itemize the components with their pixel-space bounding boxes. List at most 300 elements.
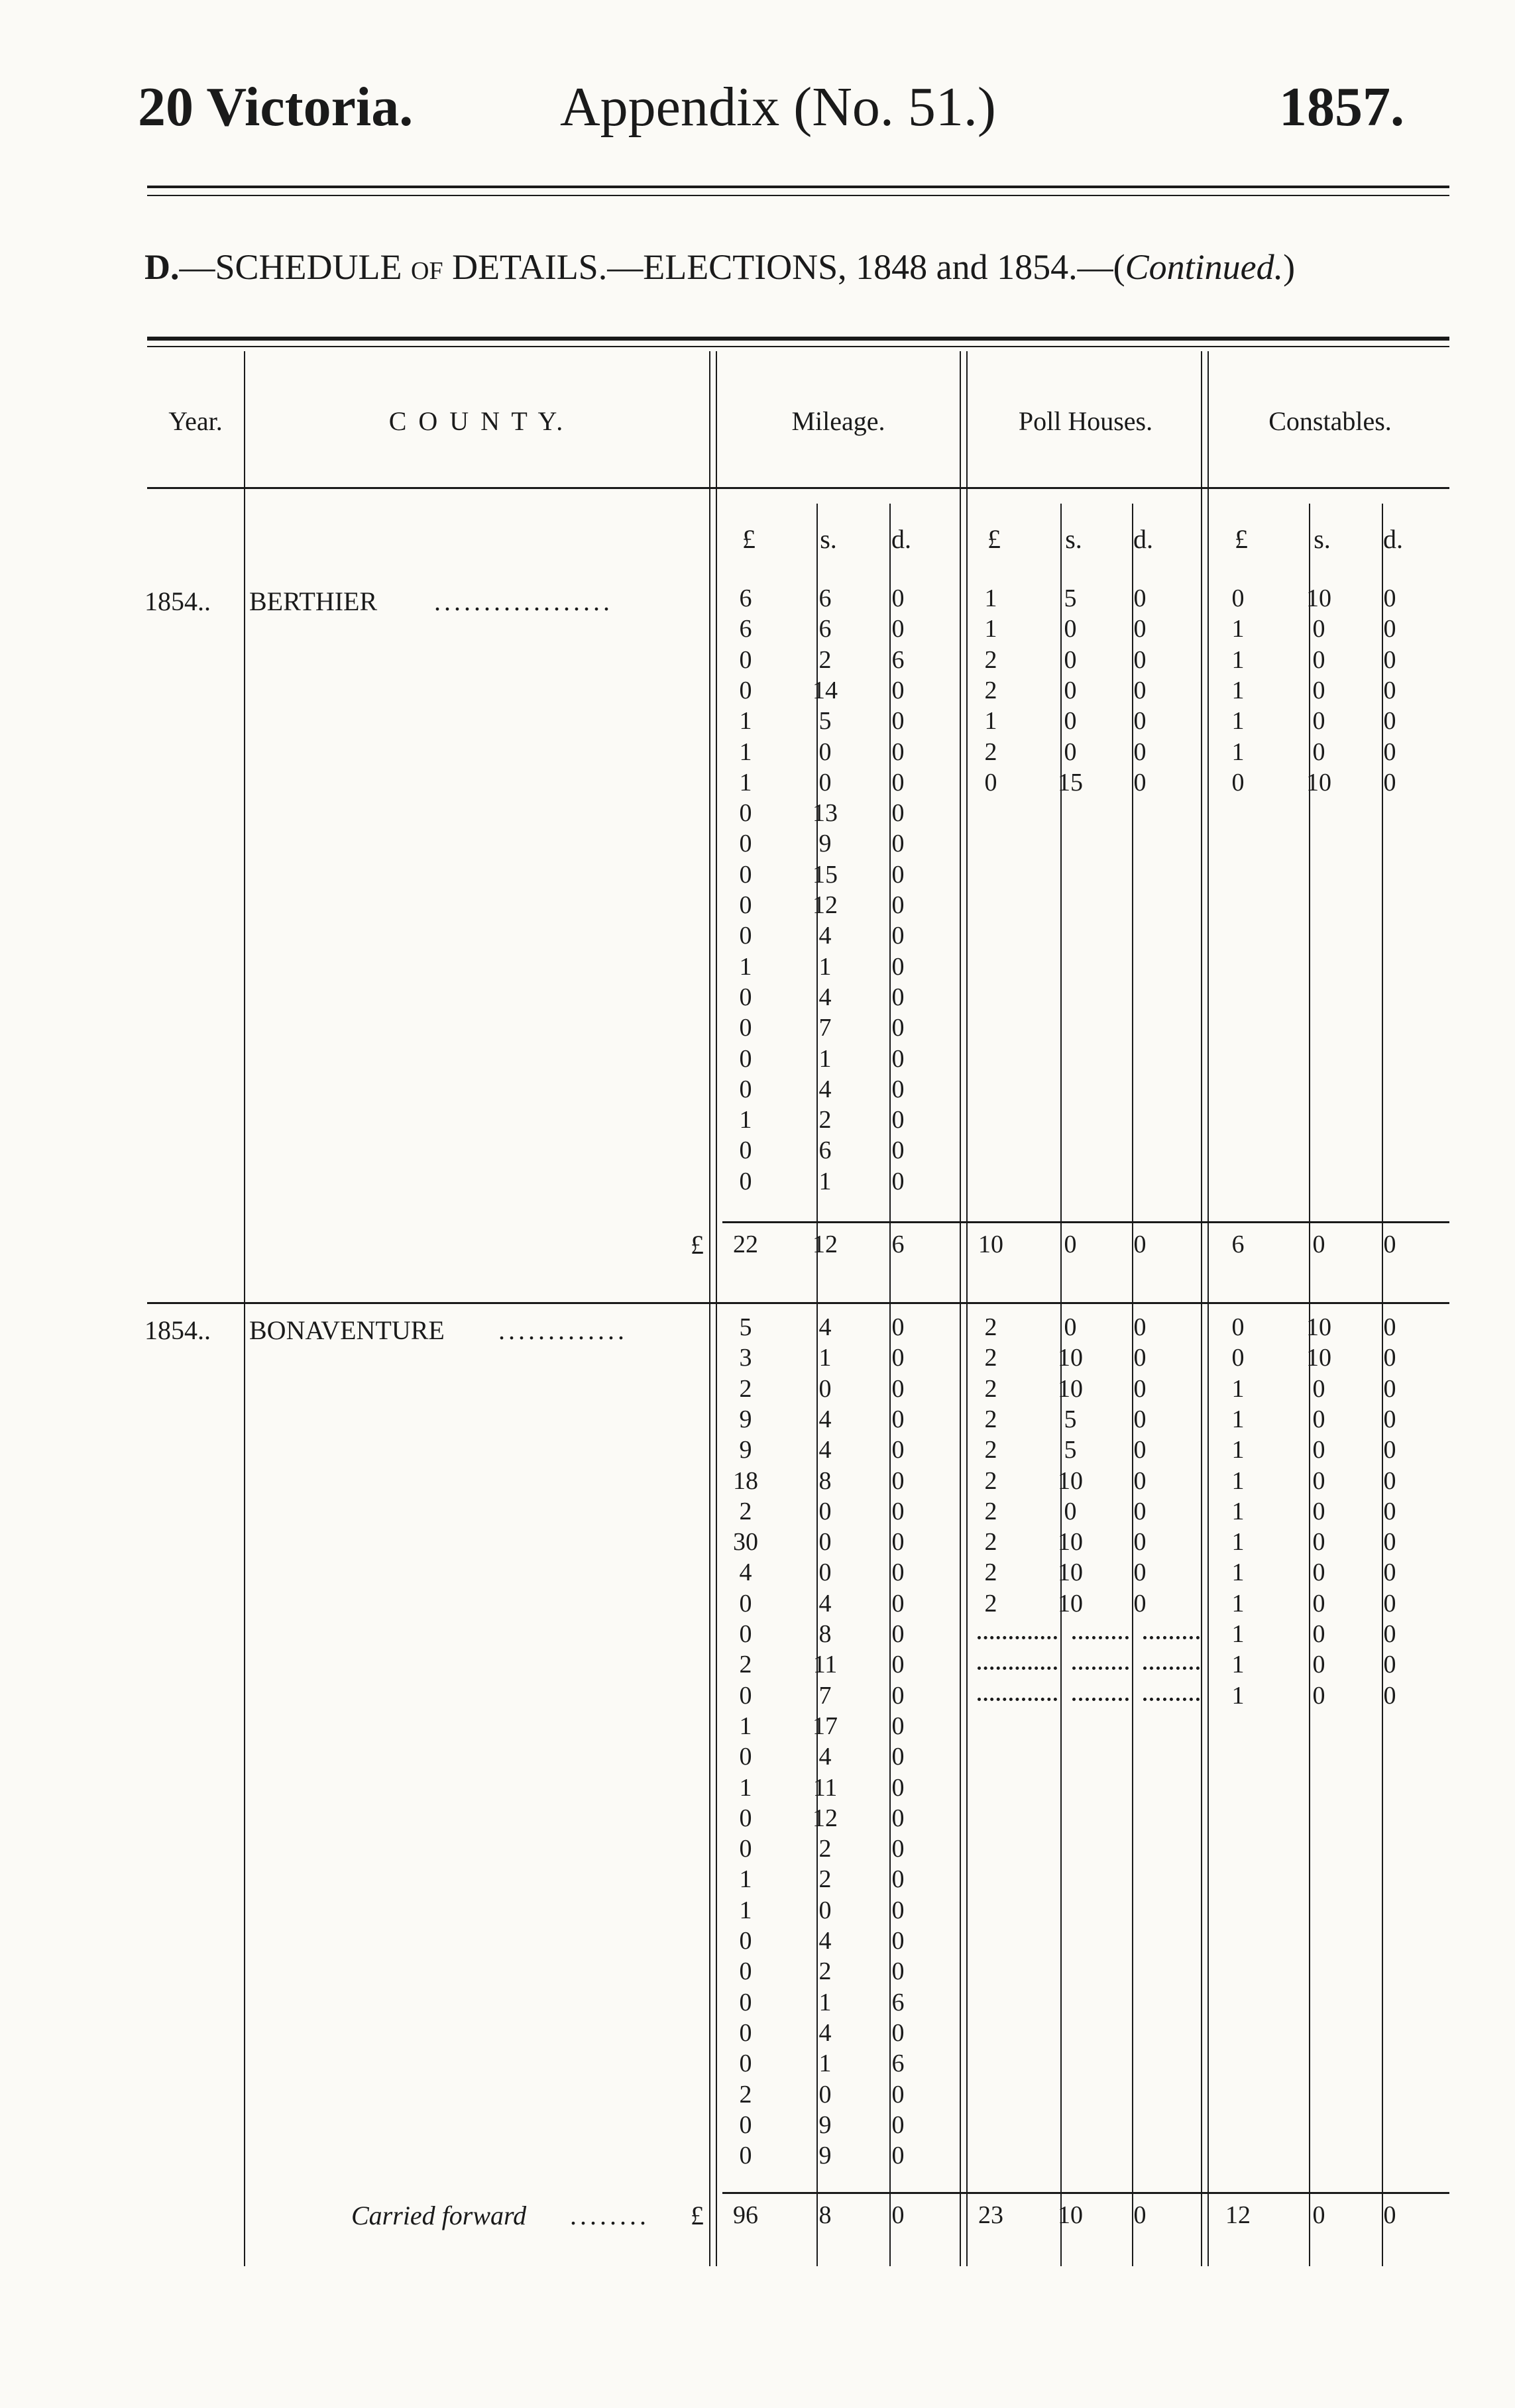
- cell-mileage: 15: [813, 860, 838, 889]
- cell-mileage: 1: [739, 707, 752, 736]
- cell-constables: 10: [1306, 584, 1331, 612]
- cell-mileage: 2: [739, 1497, 752, 1525]
- total-poll: 0: [1133, 1231, 1147, 1258]
- cell-mileage: 4: [818, 1075, 832, 1103]
- cell-constables: 0: [1312, 1620, 1325, 1648]
- cell-constables: 0: [1312, 738, 1325, 766]
- cell-poll: 0: [1133, 768, 1147, 796]
- cell-mileage: 0: [891, 1466, 905, 1495]
- cell-mileage: 6: [739, 615, 752, 643]
- total-mileage: 96: [733, 2201, 758, 2229]
- cell-poll: 0: [1133, 584, 1147, 612]
- cell-constables: 1: [1231, 1528, 1245, 1557]
- cell-constables: 1: [1231, 1559, 1245, 1587]
- schedule-title-of: OF: [411, 257, 443, 285]
- cell-mileage: 0: [739, 830, 752, 858]
- cell-mileage: 0: [891, 860, 905, 889]
- cell-mileage: 2: [739, 1651, 752, 1679]
- cell-mileage: 0: [739, 860, 752, 889]
- cell-constables: 0: [1383, 1374, 1396, 1403]
- cell-poll: 1: [984, 707, 997, 736]
- cell-mileage: 5: [739, 1313, 752, 1341]
- cell-mileage: 1: [739, 738, 752, 766]
- cell-mileage: 1: [739, 1773, 752, 1802]
- cell-mileage: 11: [813, 1651, 838, 1679]
- cell-mileage: 0: [891, 676, 905, 704]
- cell-mileage: 2: [739, 1374, 752, 1403]
- cell-mileage: 2: [818, 1835, 832, 1863]
- cell-poll: 2: [984, 1405, 997, 1433]
- cell-poll: 5: [1064, 1405, 1077, 1433]
- blank-entry-dots: [978, 1636, 1057, 1639]
- cell-poll: 2: [984, 676, 997, 704]
- unit-constables-s: s.: [1314, 524, 1331, 554]
- cell-mileage: 0: [891, 1497, 905, 1525]
- total-poll: 10: [978, 1231, 1003, 1258]
- total-constables: 12: [1225, 2201, 1251, 2229]
- cell-mileage: 0: [891, 738, 905, 766]
- cell-mileage: 0: [818, 1528, 832, 1557]
- cell-poll: 0: [1133, 1436, 1147, 1464]
- section-county-leader: ..................: [434, 586, 613, 616]
- cell-mileage: 1: [818, 1167, 832, 1195]
- total-poll: 23: [978, 2201, 1003, 2229]
- cell-mileage: 1: [818, 2050, 832, 2078]
- cell-mileage: 0: [739, 1167, 752, 1195]
- cell-mileage: 2: [739, 2080, 752, 2108]
- cell-mileage: 0: [891, 1712, 905, 1740]
- cell-mileage: 0: [891, 1620, 905, 1648]
- cell-mileage: 2: [818, 1106, 832, 1134]
- total-mileage: 22: [733, 1231, 758, 1258]
- cell-constables: 1: [1231, 676, 1245, 704]
- cell-mileage: 11: [813, 1773, 838, 1802]
- cell-mileage: 0: [891, 983, 905, 1011]
- cell-poll: 2: [984, 645, 997, 674]
- cell-mileage: 0: [739, 1620, 752, 1648]
- header-rule-bottom: [147, 195, 1449, 196]
- cell-poll: 0: [1133, 1344, 1147, 1372]
- cell-mileage: 0: [891, 922, 905, 950]
- cell-mileage: 0: [891, 1681, 905, 1710]
- cell-mileage: 17: [813, 1712, 838, 1740]
- cell-constables: 0: [1383, 1528, 1396, 1557]
- section-county: BONAVENTURE: [249, 1315, 445, 1345]
- total-constables: 0: [1312, 1231, 1325, 1258]
- cell-mileage: 0: [891, 952, 905, 981]
- section-county: BERTHIER: [249, 586, 378, 616]
- cell-constables: 0: [1383, 1497, 1396, 1525]
- cell-constables: 0: [1383, 1344, 1396, 1372]
- total-constables: 0: [1312, 2201, 1325, 2229]
- heading-rule: [147, 487, 1449, 489]
- total-constables: 6: [1231, 1231, 1245, 1258]
- blank-entry-dots: [978, 1667, 1057, 1670]
- cell-poll: 1: [984, 584, 997, 612]
- section-county-leader: .............: [498, 1315, 628, 1345]
- cell-mileage: 0: [891, 1436, 905, 1464]
- cell-mileage: 0: [739, 676, 752, 704]
- schedule-letter: D.: [144, 247, 180, 287]
- cell-mileage: 8: [818, 1620, 832, 1648]
- cell-mileage: 0: [739, 2050, 752, 2078]
- cell-mileage: 1: [739, 1712, 752, 1740]
- col-year: Year.: [168, 406, 223, 436]
- cell-poll: 0: [1133, 676, 1147, 704]
- cell-mileage: 4: [818, 1927, 832, 1955]
- cell-mileage: 0: [739, 1988, 752, 2016]
- cell-mileage: 4: [818, 1743, 832, 1771]
- blank-entry-dots: [1072, 1667, 1129, 1670]
- cell-mileage: 0: [891, 1044, 905, 1073]
- cell-constables: 0: [1383, 1589, 1396, 1617]
- cell-mileage: 4: [818, 1589, 832, 1617]
- cell-poll: 0: [1133, 1497, 1147, 1525]
- divider-county-mileage-a: [709, 351, 710, 2266]
- cell-poll: 2: [984, 1436, 997, 1464]
- cell-mileage: 1: [739, 1865, 752, 1894]
- divider-poll-constables-a: [1201, 351, 1202, 2266]
- cell-poll: 0: [1064, 738, 1077, 766]
- cell-constables: 1: [1231, 1681, 1245, 1710]
- table-rule-top: [147, 337, 1449, 341]
- total-mileage: 12: [813, 1231, 838, 1258]
- cell-mileage: 4: [818, 1313, 832, 1341]
- cell-mileage: 9: [739, 1436, 752, 1464]
- cell-mileage: 4: [739, 1559, 752, 1587]
- cell-constables: 0: [1383, 676, 1396, 704]
- totals-rule: [722, 1221, 1449, 1223]
- cell-poll: 0: [1064, 707, 1077, 736]
- blank-entry-dots: [1072, 1636, 1129, 1639]
- col-poll-houses: Poll Houses.: [1018, 406, 1153, 436]
- header-center: Appendix (No. 51.): [560, 76, 996, 138]
- cell-poll: 15: [1058, 768, 1083, 796]
- cell-mileage: 0: [891, 891, 905, 919]
- cell-constables: 1: [1231, 1620, 1245, 1648]
- cell-mileage: 0: [739, 1589, 752, 1617]
- totals-rule: [722, 2192, 1449, 2194]
- cell-mileage: 9: [739, 1405, 752, 1433]
- cell-mileage: 0: [739, 983, 752, 1011]
- cell-mileage: 2: [818, 645, 832, 674]
- cell-poll: 0: [1133, 615, 1147, 643]
- schedule-continued: Continued.: [1125, 247, 1284, 287]
- cell-mileage: 6: [818, 584, 832, 612]
- cell-mileage: 0: [891, 1835, 905, 1863]
- cell-mileage: 0: [891, 2080, 905, 2108]
- cell-mileage: 0: [739, 1927, 752, 1955]
- cell-poll: 0: [1133, 1589, 1147, 1617]
- cell-poll: 0: [1133, 1559, 1147, 1587]
- cell-mileage: 0: [891, 1374, 905, 1403]
- cell-mileage: 1: [739, 1896, 752, 1924]
- cell-constables: 10: [1306, 1313, 1331, 1341]
- cell-poll: 2: [984, 1466, 997, 1495]
- cell-constables: 0: [1383, 615, 1396, 643]
- cell-mileage: 6: [891, 2050, 905, 2078]
- cell-mileage: 0: [891, 830, 905, 858]
- cell-constables: 1: [1231, 615, 1245, 643]
- cell-poll: 2: [984, 738, 997, 766]
- cell-constables: 0: [1231, 1344, 1245, 1372]
- cell-constables: 1: [1231, 1374, 1245, 1403]
- cell-mileage: 0: [891, 1589, 905, 1617]
- cell-mileage: 0: [818, 1374, 832, 1403]
- totals-pound-mark: £: [691, 1230, 704, 1260]
- cell-mileage: 0: [891, 1957, 905, 1986]
- cell-mileage: 30: [733, 1528, 758, 1557]
- unit-constables-pound: £: [1235, 524, 1248, 554]
- cell-poll: 0: [1133, 1466, 1147, 1495]
- cell-poll: 0: [1133, 1528, 1147, 1557]
- cell-poll: 10: [1058, 1374, 1083, 1403]
- cell-mileage: 0: [891, 1651, 905, 1679]
- cell-mileage: 0: [891, 2018, 905, 2047]
- carried-forward-dots: ........: [570, 2201, 649, 2230]
- divider-year-county: [244, 351, 245, 2266]
- cell-mileage: 0: [891, 1743, 905, 1771]
- total-mileage: 8: [818, 2201, 832, 2229]
- unit-mileage-pound: £: [742, 524, 756, 554]
- cell-constables: 0: [1312, 1528, 1325, 1557]
- cell-mileage: 6: [891, 645, 905, 674]
- cell-mileage: 0: [891, 584, 905, 612]
- cell-constables: 0: [1383, 1436, 1396, 1464]
- cell-mileage: 0: [891, 1313, 905, 1341]
- col-mileage: Mileage.: [791, 406, 885, 436]
- cell-mileage: 5: [818, 707, 832, 736]
- header-right: 1857.: [1279, 76, 1404, 138]
- cell-poll: 2: [984, 1559, 997, 1587]
- cell-mileage: 0: [891, 799, 905, 828]
- cell-mileage: 9: [818, 2142, 832, 2170]
- cell-mileage: 0: [739, 799, 752, 828]
- cell-constables: 1: [1231, 1405, 1245, 1433]
- cell-mileage: 0: [818, 1559, 832, 1587]
- cell-mileage: 1: [818, 952, 832, 981]
- unit-mileage-s: s.: [820, 524, 837, 554]
- cell-mileage: 2: [818, 1865, 832, 1894]
- cell-poll: 1: [984, 615, 997, 643]
- section-year: 1854..: [144, 586, 211, 616]
- cell-mileage: 1: [818, 1344, 832, 1372]
- cell-mileage: 0: [891, 2142, 905, 2170]
- cell-mileage: 12: [813, 891, 838, 919]
- cell-mileage: 4: [818, 2018, 832, 2047]
- cell-poll: 0: [1133, 738, 1147, 766]
- cell-constables: 0: [1312, 1405, 1325, 1433]
- blank-entry-dots: [1143, 1667, 1200, 1670]
- cell-mileage: 0: [739, 1136, 752, 1165]
- cell-mileage: 0: [739, 1743, 752, 1771]
- cell-mileage: 1: [739, 1106, 752, 1134]
- col-county: C O U N T Y.: [388, 406, 566, 436]
- cell-constables: 0: [1312, 1374, 1325, 1403]
- cell-constables: 0: [1383, 1559, 1396, 1587]
- cell-mileage: 0: [818, 2080, 832, 2108]
- cell-constables: 0: [1312, 1436, 1325, 1464]
- cell-poll: 2: [984, 1497, 997, 1525]
- blank-entry-dots: [1143, 1698, 1200, 1701]
- cell-constables: 1: [1231, 738, 1245, 766]
- cell-mileage: 4: [818, 922, 832, 950]
- cell-constables: 0: [1383, 738, 1396, 766]
- cell-poll: 0: [1064, 1313, 1077, 1341]
- cell-mileage: 8: [818, 1466, 832, 1495]
- cell-mileage: 4: [818, 983, 832, 1011]
- unit-constables-d: d.: [1383, 524, 1403, 554]
- unit-poll-d: d.: [1133, 524, 1153, 554]
- section-separator: [147, 1302, 1449, 1304]
- cell-mileage: 0: [739, 891, 752, 919]
- cell-mileage: 0: [891, 1014, 905, 1042]
- cell-mileage: 0: [891, 1804, 905, 1832]
- cell-constables: 1: [1231, 645, 1245, 674]
- cell-mileage: 0: [891, 1405, 905, 1433]
- cell-mileage: 1: [818, 1988, 832, 2016]
- cell-constables: 1: [1231, 1651, 1245, 1679]
- cell-poll: 10: [1058, 1344, 1083, 1372]
- cell-poll: 5: [1064, 584, 1077, 612]
- cell-poll: 0: [1133, 1313, 1147, 1341]
- cell-constables: 0: [1312, 676, 1325, 704]
- cell-mileage: 0: [891, 1075, 905, 1103]
- cell-poll: 10: [1058, 1528, 1083, 1557]
- unit-poll-s: s.: [1065, 524, 1082, 554]
- schedule-title-part2: DETAILS.—ELECTIONS, 1848 and 1854.—(: [452, 247, 1125, 287]
- total-mileage: 0: [891, 2201, 905, 2229]
- carried-forward-label: Carried forward: [351, 2201, 527, 2230]
- cell-mileage: 1: [739, 768, 752, 796]
- header-left: 20 Victoria.: [138, 76, 414, 138]
- cell-mileage: 6: [739, 584, 752, 612]
- cell-mileage: 18: [733, 1466, 758, 1495]
- cell-constables: 0: [1312, 1497, 1325, 1525]
- cell-mileage: 0: [891, 2110, 905, 2139]
- schedule-close: ): [1283, 247, 1296, 287]
- cell-poll: 0: [1133, 645, 1147, 674]
- cell-mileage: 3: [739, 1344, 752, 1372]
- cell-poll: 2: [984, 1528, 997, 1557]
- cell-mileage: 6: [891, 1988, 905, 2016]
- cell-mileage: 6: [818, 1136, 832, 1165]
- cell-mileage: 0: [891, 1136, 905, 1165]
- cell-mileage: 2: [818, 1957, 832, 1986]
- cell-mileage: 0: [739, 1075, 752, 1103]
- cell-constables: 10: [1306, 768, 1331, 796]
- cell-constables: 0: [1231, 1313, 1245, 1341]
- cell-constables: 10: [1306, 1344, 1331, 1372]
- cell-poll: 10: [1058, 1466, 1083, 1495]
- cell-mileage: 14: [813, 676, 838, 704]
- cell-mileage: 0: [739, 1014, 752, 1042]
- cell-mileage: 1: [739, 952, 752, 981]
- cell-constables: 1: [1231, 707, 1245, 736]
- cell-mileage: 9: [818, 830, 832, 858]
- cell-mileage: 0: [739, 1044, 752, 1073]
- cell-constables: 0: [1383, 1620, 1396, 1648]
- total-mileage: 6: [891, 1231, 905, 1258]
- cell-mileage: 0: [891, 1896, 905, 1924]
- cell-poll: 0: [1133, 1405, 1147, 1433]
- cell-mileage: 7: [818, 1681, 832, 1710]
- cell-mileage: 13: [813, 799, 838, 828]
- cell-poll: 2: [984, 1589, 997, 1617]
- cell-constables: 1: [1231, 1436, 1245, 1464]
- total-poll: 0: [1064, 1231, 1077, 1258]
- cell-constables: 0: [1231, 768, 1245, 796]
- cell-mileage: 0: [739, 1681, 752, 1710]
- cell-constables: 0: [1312, 645, 1325, 674]
- cell-mileage: 0: [739, 2142, 752, 2170]
- cell-poll: 0: [1064, 645, 1077, 674]
- cell-poll: 0: [1133, 707, 1147, 736]
- col-constables: Constables.: [1268, 406, 1392, 436]
- table-rule-top2: [147, 346, 1449, 347]
- cell-poll: 2: [984, 1313, 997, 1341]
- cell-poll: 0: [1133, 1374, 1147, 1403]
- cell-mileage: 0: [739, 1804, 752, 1832]
- cell-poll: 2: [984, 1374, 997, 1403]
- cell-constables: 0: [1383, 768, 1396, 796]
- cell-mileage: 0: [739, 922, 752, 950]
- schedule-title: [144, 246, 1295, 288]
- cell-constables: 0: [1383, 1405, 1396, 1433]
- cell-mileage: 0: [891, 1773, 905, 1802]
- cell-constables: 0: [1383, 707, 1396, 736]
- cell-mileage: 0: [739, 2110, 752, 2139]
- cell-mileage: 4: [818, 1405, 832, 1433]
- unit-mileage-d: d.: [891, 524, 911, 554]
- cell-mileage: 0: [891, 1865, 905, 1894]
- cell-constables: 0: [1383, 584, 1396, 612]
- unit-poll-pound: £: [987, 524, 1001, 554]
- cell-mileage: 0: [891, 1344, 905, 1372]
- cell-poll: 10: [1058, 1559, 1083, 1587]
- total-poll: 0: [1133, 2201, 1147, 2229]
- total-constables: 0: [1383, 2201, 1396, 2229]
- cell-constables: 0: [1231, 584, 1245, 612]
- cell-mileage: 0: [739, 1957, 752, 1986]
- cell-mileage: 0: [891, 707, 905, 736]
- cell-mileage: 6: [818, 615, 832, 643]
- cell-poll: 0: [1064, 1497, 1077, 1525]
- cell-constables: 0: [1383, 1313, 1396, 1341]
- cell-mileage: 0: [818, 768, 832, 796]
- cell-constables: 0: [1312, 615, 1325, 643]
- cell-constables: 0: [1383, 1466, 1396, 1495]
- cell-poll: 5: [1064, 1436, 1077, 1464]
- cell-constables: 0: [1383, 1681, 1396, 1710]
- cell-mileage: 0: [891, 1927, 905, 1955]
- cell-poll: 0: [984, 768, 997, 796]
- cell-constables: 1: [1231, 1466, 1245, 1495]
- blank-entry-dots: [1072, 1698, 1129, 1701]
- blank-entry-dots: [978, 1698, 1057, 1701]
- cell-mileage: 0: [891, 1167, 905, 1195]
- cell-mileage: 0: [818, 738, 832, 766]
- cell-constables: 0: [1312, 1466, 1325, 1495]
- cell-mileage: 0: [891, 1559, 905, 1587]
- cell-poll: 0: [1064, 676, 1077, 704]
- header-rule-top: [147, 186, 1449, 188]
- blank-entry-dots: [1143, 1636, 1200, 1639]
- cell-mileage: 0: [891, 768, 905, 796]
- cell-constables: 0: [1312, 1589, 1325, 1617]
- section-year: 1854..: [144, 1315, 211, 1345]
- schedule-title-part1: —SCHEDULE: [179, 247, 402, 287]
